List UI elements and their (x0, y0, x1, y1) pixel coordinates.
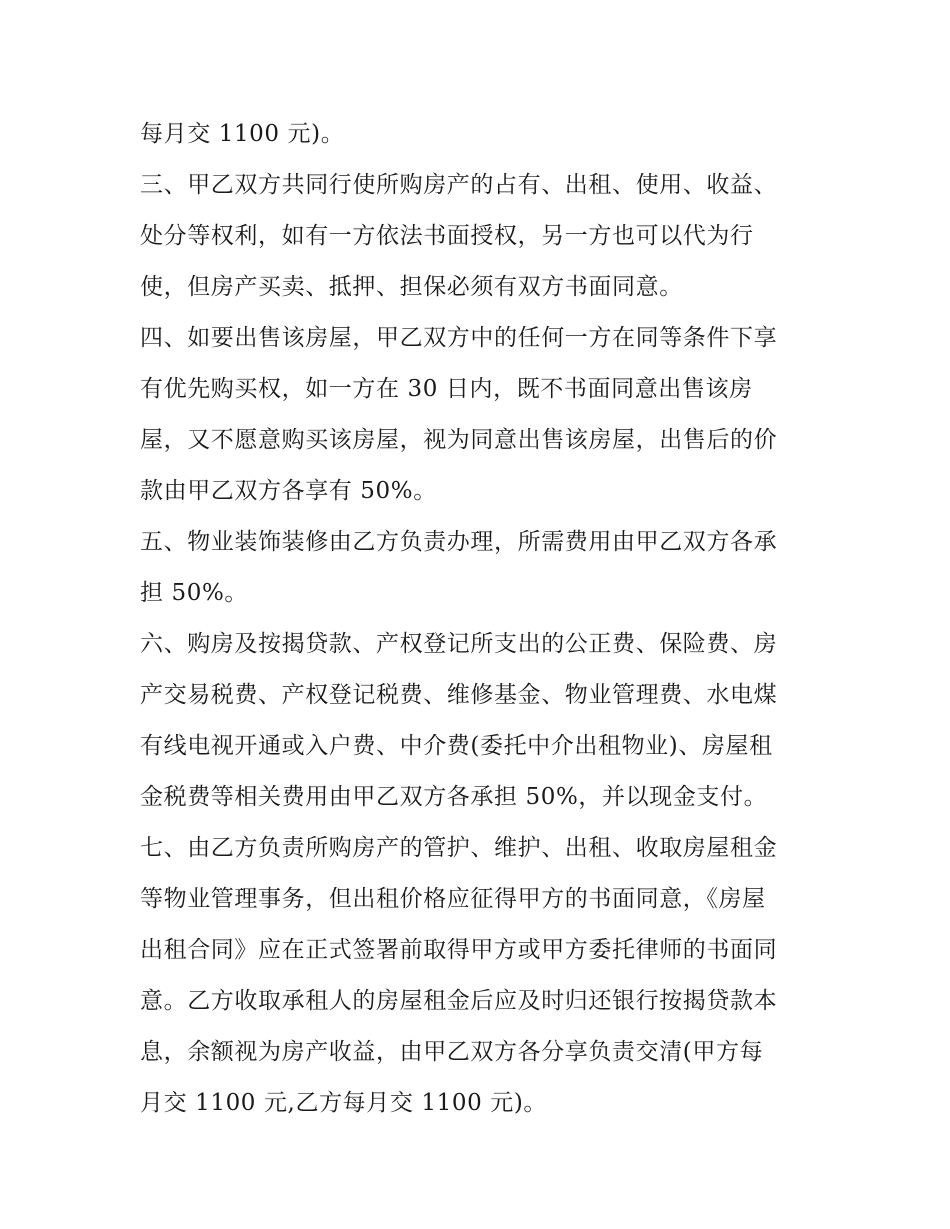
text-line: 五、物业装饰装修由乙方负责办理，所需费用由甲乙双方各承 (140, 529, 778, 555)
text-line: 出租合同》应在正式签署前取得甲方或甲方委托律师的书面同 (140, 937, 778, 963)
text-line: 月交 1100 元,乙方每月交 1100 元)。 (140, 1090, 547, 1116)
text-line: 担 50%。 (140, 580, 249, 606)
text-line: 每月交 1100 元)。 (140, 121, 345, 147)
text-line: 产交易税费、产权登记税费、维修基金、物业管理费、水电煤 (140, 682, 778, 708)
text-line: 款由甲乙双方各享有 50%。 (140, 478, 437, 504)
text-line: 金税费等相关费用由甲乙双方各承担 50%，并以现金支付。 (140, 784, 768, 810)
text-line: 处分等权利，如有一方依法书面授权，另一方也可以代为行 (140, 223, 754, 249)
text-line: 息，余额视为房产收益，由甲乙双方各分享负责交清(甲方每 (140, 1039, 764, 1065)
text-line: 七、由乙方负责所购房产的管护、维护、出租、收取房屋租金 (140, 835, 778, 861)
text-line: 六、购房及按揭贷款、产权登记所支出的公正费、保险费、房 (140, 631, 778, 657)
text-line: 四、如要出售该房屋，甲乙双方中的任何一方在同等条件下享 (140, 325, 778, 351)
text-line: 意。乙方收取承租人的房屋租金后应及时归还银行按揭贷款本 (140, 988, 778, 1014)
text-line: 使，但房产买卖、抵押、担保必须有双方书面同意。 (140, 274, 683, 300)
text-line: 三、甲乙双方共同行使所购房产的占有、出租、使用、收益、 (140, 172, 778, 198)
text-line: 有优先购买权，如一方在 30 日内，既不书面同意出售该房 (140, 376, 753, 402)
text-line: 有线电视开通或入户费、中介费(委托中介出租物业)、房屋租 (140, 733, 773, 759)
text-line: 等物业管理事务，但出租价格应征得甲方的书面同意，《房屋 (140, 886, 766, 912)
text-line: 屋，又不愿意购买该房屋，视为同意出售该房屋，出售后的价 (140, 427, 778, 453)
document-body (140, 109, 820, 1129)
